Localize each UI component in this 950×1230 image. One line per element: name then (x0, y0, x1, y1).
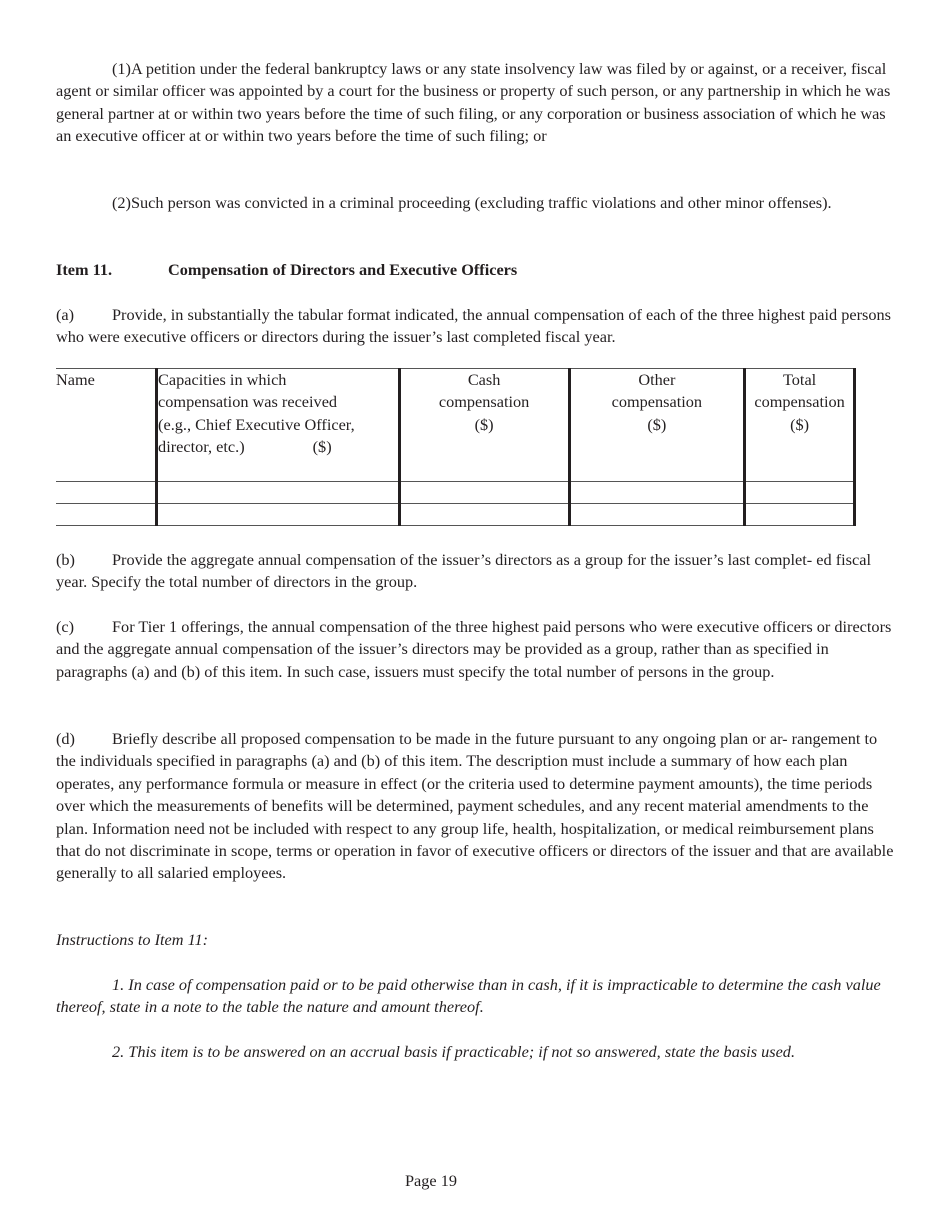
item-c-label: (c) (56, 617, 75, 636)
item-number: Item 11. (56, 260, 113, 279)
header-cash-compensation: Cash compensation ($) (399, 369, 569, 482)
header-total-compensation: Total compensation ($) (745, 369, 855, 482)
item-title: Compensation of Directors and Executive Officers (168, 260, 518, 279)
item-d-text: Briefly describe all proposed compensation to be made in the future pursuant to any ongoing plan or ar- rangement to the individuals specified in paragraphs (a) and (b) of this item. The description must include a summary of how each plan operates, any performance formula or measure in effect (or the criteria used to determine payment amounts), the time periods over which the measurements of benefits will be determined, payment schedules, and any recent material amendments to the plan. Information need not be included with respect to any group life, health, hospitalization, or medical reimbursement plans that do not discriminate in scope, terms or operation in favor of executive officers or directors of the issuer and that are available generally to all salaried employees. (56, 729, 894, 883)
compensation-table (56, 368, 856, 526)
table-cell (399, 482, 569, 504)
table-cell (399, 504, 569, 526)
header-name: Name (56, 369, 157, 482)
header-capacities: Capacities in which compensation was received (e.g., Chief Executive Officer, director, etc.) ($) (157, 369, 400, 482)
table-cell (745, 504, 855, 526)
table-cell (157, 482, 400, 504)
table-cell (157, 504, 400, 526)
item-a-text: Provide, in substantially the tabular format indicated, the annual compensation of each of the three highest paid persons who were executive officers or directors during the issuer’s last completed fiscal year. (56, 305, 892, 347)
item-b-text: Provide the aggregate annual compensation of the issuer’s directors as a group for the issuer’s last complet- ed fiscal year. Specify the total number of directors in the group. (56, 550, 871, 592)
paragraph-2-label: (2) (112, 193, 131, 212)
item-d (56, 728, 896, 885)
paragraph-2-text: Such person was convicted in a criminal proceeding (excluding traffic violations and other minor offenses). (130, 193, 832, 212)
paragraph-2 (56, 192, 896, 214)
paragraph-1-text: A petition under the federal bankruptcy laws or any state insolvency law was filed by or against, or a receiver, fiscal agent or similar officer was appointed by a court for the business or property of such person, or any partnership in which he was general partner at or within two years before the time of such filing, or any corporation or business association of which he was an executive officer at or within two years before the time of such filing; or (56, 59, 891, 146)
table-cell (745, 482, 855, 504)
table-cell (569, 504, 745, 526)
instructions-heading: Instructions to Item 11: (56, 930, 209, 949)
table-cell (569, 482, 745, 504)
table-cell (56, 504, 157, 526)
item-a-label: (a) (56, 305, 75, 324)
instruction-2: 2. This item is to be answered on an accrual basis if practicable; if not so answered, state the basis used. (112, 1042, 796, 1061)
paragraph-1 (56, 58, 896, 148)
table-row (56, 482, 855, 504)
item-a (56, 304, 896, 349)
item-c-text: For Tier 1 offerings, the annual compensation of the three highest paid persons who were executive officers or directors and the aggregate annual compensation of the issuer’s directors may be provided as a group, rather than as specified in paragraphs (a) and (b) of this item. In such case, issuers must specify the total number of persons in the group. (56, 617, 892, 681)
item-b-label: (b) (56, 550, 75, 569)
page-number: Page 19 (405, 1171, 457, 1190)
item-d-label: (d) (56, 729, 75, 748)
item-b (56, 549, 896, 594)
table-header-row (56, 369, 855, 482)
item-heading (56, 259, 896, 281)
table-row (56, 504, 855, 526)
item-c (56, 616, 896, 683)
header-other-compensation: Other compensation ($) (569, 369, 745, 482)
paragraph-1-label: (1) (112, 59, 131, 78)
table-cell (56, 482, 157, 504)
instruction-1: 1. In case of compensation paid or to be paid otherwise than in cash, if it is impracticable to determine the cash value thereof, state in a note to the table the nature and amount thereof. (56, 975, 881, 1017)
